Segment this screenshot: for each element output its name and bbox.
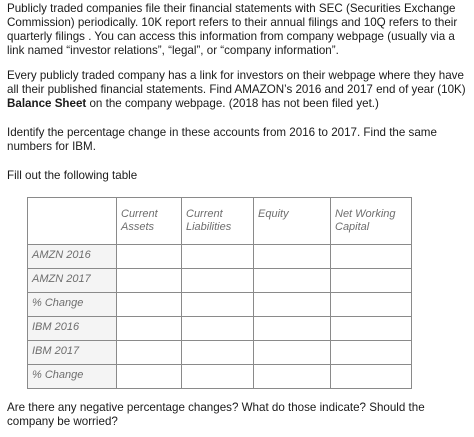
row-label: % Change [32, 369, 84, 381]
input-cell[interactable] [117, 245, 182, 269]
table-row [28, 365, 412, 389]
input-cell[interactable] [254, 245, 331, 269]
input-cell[interactable] [117, 365, 182, 389]
table-row [28, 245, 412, 269]
input-cell[interactable] [182, 269, 254, 293]
input-cell[interactable] [117, 269, 182, 293]
input-cell[interactable] [254, 269, 331, 293]
input-cell[interactable] [331, 317, 412, 341]
header-text-line: Current [186, 208, 223, 220]
header-text-line: Capital [335, 221, 370, 233]
instructions-text-end: on the company webpage. (2018 has not been filed yet.) [86, 97, 379, 110]
intro-paragraph: Publicly traded companies file their financial statements with SEC (Securities Exchange Commission) periodically. 10K report refers to their annual filings and 10Q refers to their quarterly filings . You can access this information from company webpage (usually via a link named “investor relations”, “legal”, or “company information”. [7, 2, 458, 57]
input-cell[interactable] [182, 365, 254, 389]
input-cell[interactable] [331, 245, 412, 269]
header-text-line: Current [121, 208, 158, 220]
row-label-cell [28, 269, 117, 293]
row-label: AMZN 2017 [32, 273, 91, 285]
header-text-line: Assets [121, 221, 155, 233]
input-cell[interactable] [182, 245, 254, 269]
balance-sheet-bold: Balance Sheet [7, 97, 87, 110]
input-cell[interactable] [331, 269, 412, 293]
header-text-line: Equity [258, 208, 289, 220]
header-text-line: Liabilities [186, 221, 232, 233]
row-label-cell [28, 317, 117, 341]
header-equity [254, 198, 331, 245]
input-cell[interactable] [331, 341, 412, 365]
input-cell[interactable] [117, 317, 182, 341]
row-label-cell [28, 245, 117, 269]
input-cell[interactable] [331, 293, 412, 317]
input-cell[interactable] [117, 293, 182, 317]
header-text-line: Net Working [335, 208, 396, 220]
input-cell[interactable] [254, 293, 331, 317]
row-label-cell [28, 293, 117, 317]
questions-paragraph: Are there any negative percentage changes? What do those indicate? Should the company be worried? [7, 401, 425, 428]
input-cell[interactable] [254, 365, 331, 389]
input-cell[interactable] [182, 341, 254, 365]
table-row [28, 341, 412, 365]
input-cell[interactable] [331, 365, 412, 389]
table-row [28, 293, 412, 317]
table-row [28, 269, 412, 293]
row-label-cell [28, 341, 117, 365]
input-cell[interactable] [254, 317, 331, 341]
row-label: IBM 2016 [32, 321, 80, 333]
fill-table-label: Fill out the following table [7, 169, 138, 182]
input-cell[interactable] [254, 341, 331, 365]
header-current-assets [117, 198, 182, 245]
input-cell[interactable] [117, 341, 182, 365]
table-header-row [28, 198, 412, 245]
header-net-working-capital [331, 198, 412, 245]
instructions-paragraph [7, 69, 469, 111]
row-label: AMZN 2016 [32, 249, 91, 261]
financial-table [27, 197, 412, 389]
instructions-text-start: Every publicly traded company has a link for investors on their webpage where they have all their published financial statements. Find AMAZON’s 2016 and 2017 end of year (10K) [7, 69, 466, 96]
input-cell[interactable] [182, 317, 254, 341]
input-cell[interactable] [182, 293, 254, 317]
row-label: IBM 2017 [32, 345, 80, 357]
table-row [28, 317, 412, 341]
row-label: % Change [32, 297, 84, 309]
task-paragraph: Identify the percentage change in these accounts from 2016 to 2017. Find the same numbers for IBM. [7, 126, 437, 153]
row-label-cell [28, 365, 117, 389]
header-cell-empty [28, 198, 117, 245]
header-current-liabilities [182, 198, 254, 245]
